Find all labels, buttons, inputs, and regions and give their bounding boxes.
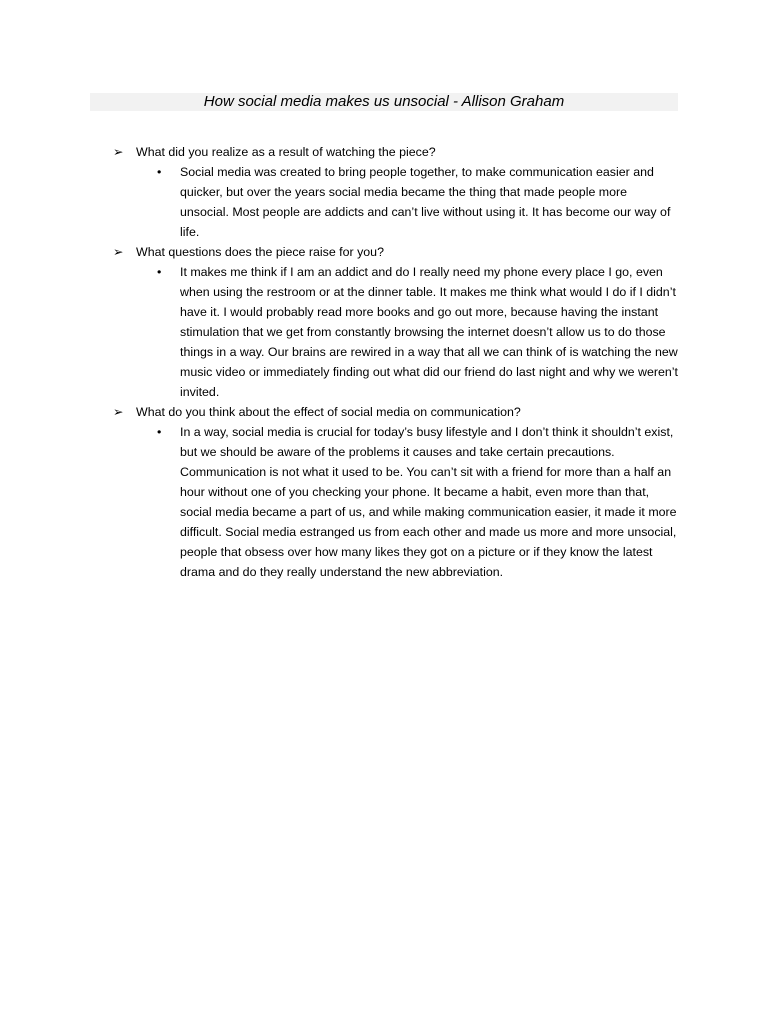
- bullet-icon: •: [157, 265, 162, 279]
- answer-item: [157, 422, 683, 582]
- question-item: [113, 242, 683, 262]
- bullet-icon: •: [157, 425, 162, 439]
- document-title: How social media makes us unsocial - Allison Graham: [203, 93, 565, 110]
- answer-text: In a way, social media is crucial for today’s busy lifestyle and I don’t think it shouldn’t exist, but we should be aware of the problems it causes and take certain precautions. Communication is not what it used to be. You can’t sit with a friend for more than a half an hour without one of you checking your phone. It became a habit, even more than that, social media became a part of us, and while making communication easier, it made it more difficult. Social media estranged us from each other and made us more and more unsocial, people that obsess over how many likes they got on a picture or if they know the latest drama and do they really understand the new abbreviation.: [180, 425, 677, 579]
- answer-item: [157, 262, 683, 402]
- question-answer-list: [113, 142, 683, 582]
- answer-item: [157, 162, 683, 242]
- question-text: What do you think about the effect of social media on communication?: [136, 405, 521, 419]
- answer-text: Social media was created to bring people together, to make communication easier and quicker, but over the years social media became the thing that made people more unsocial. Most people are addicts and can’t live without using it. It has become our way of life.: [180, 165, 671, 239]
- arrow-bullet-icon: ➢: [113, 245, 124, 259]
- question-item: [113, 142, 683, 162]
- answer-text: It makes me think if I am an addict and do I really need my phone every place I go, even when using the restroom or at the dinner table. It makes me think what would I do if I didn’t have it. I would probably read more books and go out more, because having the instant stimulation that we get from constantly browsing the internet doesn’t allow us to do those things in a way. Our brains are rewired in a way that all we can think of is watching the new music video or immediately finding out what did our friend do last night and why we weren’t invited.: [180, 265, 678, 399]
- question-item: [113, 402, 683, 422]
- arrow-bullet-icon: ➢: [113, 405, 124, 419]
- bullet-icon: •: [157, 165, 162, 179]
- arrow-bullet-icon: ➢: [113, 145, 124, 159]
- question-text: What did you realize as a result of watching the piece?: [136, 145, 436, 159]
- question-text: What questions does the piece raise for you?: [136, 245, 384, 259]
